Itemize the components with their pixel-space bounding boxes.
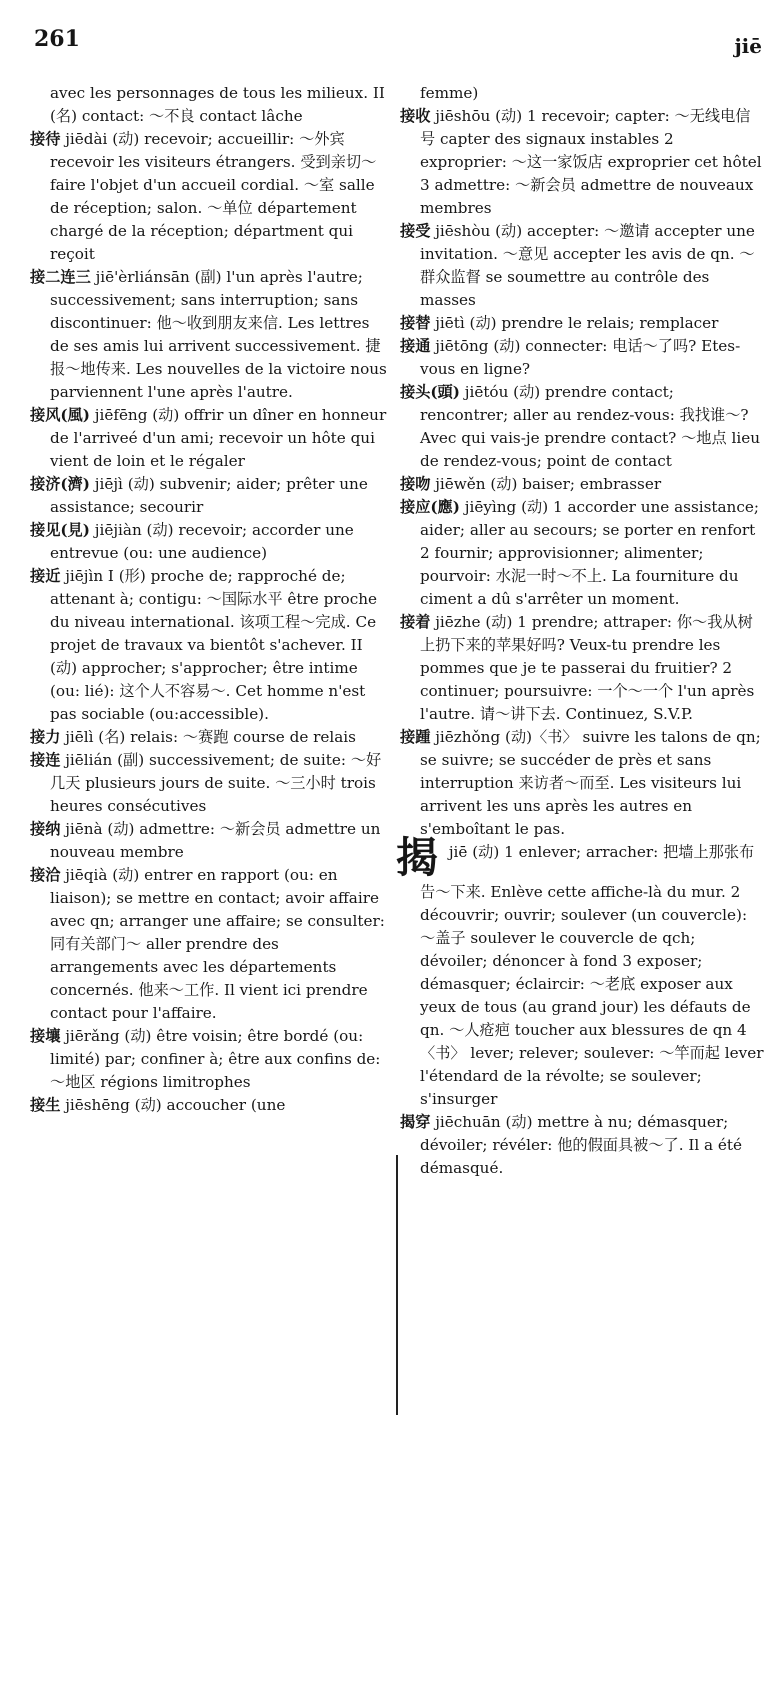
entry-definition: jiēshēng (动) accoucher (une: [60, 1096, 286, 1114]
entry-definition: jiēlián (副) successivement; de suite: ～好几天 plusieurs jours de suite. ～三小时 trois heures consécutives: [50, 751, 382, 815]
entry-definition: jiēchuān (动) mettre à nu; démasquer; dévoiler; révéler: 他的假面具被～了. Il a été démasqué.: [420, 1113, 743, 1177]
right-column: [396, 82, 765, 1180]
entry-definition: jiēdài (动) recevoir; accueillir: ～外宾 recevoir les visiteurs étrangers. 受到亲切～ faire l'objet d'un accueil cordial. ～室 salle de réception; salon. ～单位 département chargé de la réception; départment qui reçoit: [50, 130, 377, 263]
dictionary-entry: [400, 726, 765, 841]
dictionary-entry: [400, 220, 765, 312]
main-character-entry: [396, 833, 765, 1111]
entry-definition: jiē (动) 1 enlever; arracher: 把墙上那张布告～下来. Enlève cette affiche-là du mur. 2 découvrir; ouvrir; soulever (un couvercle): ～盖子 soulever le couvercle de qch; dévoiler; dénoncer à fond 3 exposer; démasquer; éclaircir: ～老底 exposer aux yeux de tous (au grand jour) les défauts de qn. ～人疮疤 toucher aux blessures de qn 4〈书〉 lever; relever; soulever: ～竿而起 lever l'étendard de la révolte; se soulever; s'insurger: [420, 843, 764, 1108]
entry-headword: 揭穿: [400, 1113, 431, 1131]
entry-headword: 接收: [400, 107, 431, 125]
entry-definition: jiēlì (名) relais: ～赛跑 course de relais: [60, 728, 356, 746]
entry-headword: 接受: [400, 222, 431, 240]
dictionary-entry: [30, 1025, 388, 1094]
entry-definition: jiēyìng (动) 1 accorder une assistance; aider; aller au secours; se porter en renfort 2 fournir; approvisionner; alimenter; pourvoir: 水泥一时～不上. La fourniture du ciment a dû s'arrêter un moment.: [420, 498, 759, 608]
entry-headword: 接待: [30, 130, 61, 148]
entry-headword: 接生: [30, 1096, 61, 1114]
entry-headword: 接纳: [30, 820, 61, 838]
entry-headword: 接见(見): [30, 521, 90, 539]
entry-definition: jiēshòu (动) accepter: ～邀请 accepter une invitation. ～意见 accepter les avis de qn. ～群众监督 se soumettre au contrôle des masses: [420, 222, 755, 309]
entry-definition: jiētì (动) prendre le relais; remplacer: [430, 314, 719, 332]
entry-definition: jiēzhǒng (动)〈书〉 suivre les talons de qn; se suivre; se succéder de près et sans interruption 来访者～而至. Les visiteurs lui arrivent les uns après les autres en s'emboîtant le pas.: [420, 728, 761, 838]
entry-definition: jiējìn I (形) proche de; rapproché de; attenant à; contigu: ～国际水平 être proche du niveau international. 该项工程～完成. Ce projet de travaux va bientôt s'achever. II (动) approcher; s'approcher; être intime (ou: lié): 这个人不容易～. Cet homme n'est pas sociable (ou:accessible).: [50, 567, 377, 723]
entry-headword: 接壤: [30, 1027, 61, 1045]
entry-headword: 接头(頭): [400, 383, 460, 401]
dictionary-entry: [30, 818, 388, 864]
entry-definition: jiē'èrliánsān (副) l'un après l'autre; successivement; sans interruption; sans discontinuer: 他～收到朋友来信. Les lettres de ses amis lui arrivent successivement. 捷报～地传来. Les nouvelles de la victoire nous parviennent l'une après l'autre.: [50, 268, 387, 401]
entry-definition: jiērǎng (动) être voisin; être bordé (ou: limité) par; confiner à; être aux confins de: ～地区 régions limitrophes: [50, 1027, 381, 1091]
dictionary-entry: [30, 1094, 388, 1117]
entry-definition: jiēfēng (动) offrir un dîner en honneur de l'arriveé d'un ami; recevoir un hôte qui vient de loin et le régaler: [50, 406, 387, 470]
dictionary-entry: [30, 864, 388, 1025]
entry-headword: 接替: [400, 314, 431, 332]
dictionary-entry: [400, 496, 765, 611]
entry-headword: 接风(風): [30, 406, 90, 424]
dictionary-entry: [400, 335, 765, 381]
dictionary-entry: [400, 611, 765, 726]
entry-definition: jiēqià (动) entrer en rapport (ou: en liaison); se mettre en contact; avoir affaire avec qn; arranger une affaire; se consulter: 同有关部门～ aller prendre des arrangements avec les départements concernés. 他来～工作. Il vient ici prendre contact pour l'affaire.: [50, 866, 385, 1022]
page-number: 261: [34, 26, 80, 52]
entry-definition: jiējì (动) subvenir; aider; prêter une assistance; secourir: [50, 475, 368, 516]
margin-line: [396, 1155, 398, 1415]
entry-headword: 接洽: [30, 866, 61, 884]
entry-headword: 接踵: [400, 728, 431, 746]
entry-headword: 接二连三: [30, 268, 91, 286]
dictionary-entry: [30, 404, 388, 473]
dictionary-entry: [30, 473, 388, 519]
entry-definition: jiēwěn (动) baiser; embrasser: [430, 475, 662, 493]
entry-definition: jiēzhe (动) 1 prendre; attraper: 你～我从树上扔下来的苹果好吗? Veux-tu prendre les pommes que je te passerai du fruitier? 2 continuer; poursuivre: 一个～一个 l'un après l'autre. 请～讲下去. Continuez, S.V.P.: [420, 613, 755, 723]
entry-definition: jiējiàn (动) recevoir; accorder une entrevue (ou: une audience): [50, 521, 354, 562]
dictionary-entry: [30, 519, 388, 565]
dictionary-entry: [400, 381, 765, 473]
left-column: [30, 82, 388, 1117]
entry-headword: 接近: [30, 567, 61, 585]
dictionary-entry: [30, 749, 388, 818]
main-character: 揭: [396, 833, 439, 882]
entry-headword: 接应(應): [400, 498, 460, 516]
dictionary-entry: [30, 128, 388, 266]
entry-definition: jiēshōu (动) 1 recevoir; capter: ～无线电信号 capter des signaux instables 2 exproprier: ～这一家饭店 exproprier cet hôtel 3 admettre: ～新会员 admettre de nouveaux membres: [420, 107, 762, 217]
entry-headword: 接连: [30, 751, 61, 769]
entry-headword: 接力: [30, 728, 61, 746]
entry-continuation: avec les personnages de tous les milieux. II (名) contact: ～不良 contact lâche: [50, 84, 385, 125]
entry-definition: jiētóu (动) prendre contact; rencontrer; aller au rendez-vous: 我找谁～? Avec qui vais-je prendre contact? ～地点 lieu de rendez-vous; point de contact: [420, 383, 760, 470]
entry-headword: 接济(濟): [30, 475, 90, 493]
entry-definition: jiētōng (动) connecter: 电话～了吗? Etes-vous en ligne?: [420, 337, 741, 378]
dictionary-entry: [400, 312, 765, 335]
running-head: jiē: [734, 34, 762, 58]
entry-definition: jiēnà (动) admettre: ～新会员 admettre un nouveau membre: [50, 820, 381, 861]
entry-continuation: femme): [420, 84, 479, 102]
dictionary-entry: [400, 473, 765, 496]
dictionary-entry: [30, 565, 388, 726]
entry-headword: 接着: [400, 613, 431, 631]
dictionary-entry: [400, 1111, 765, 1180]
dictionary-entry: [30, 726, 388, 749]
entry-headword: 接吻: [400, 475, 431, 493]
entry-headword: 接通: [400, 337, 431, 355]
dictionary-entry: [30, 266, 388, 404]
dictionary-entry: [400, 105, 765, 220]
